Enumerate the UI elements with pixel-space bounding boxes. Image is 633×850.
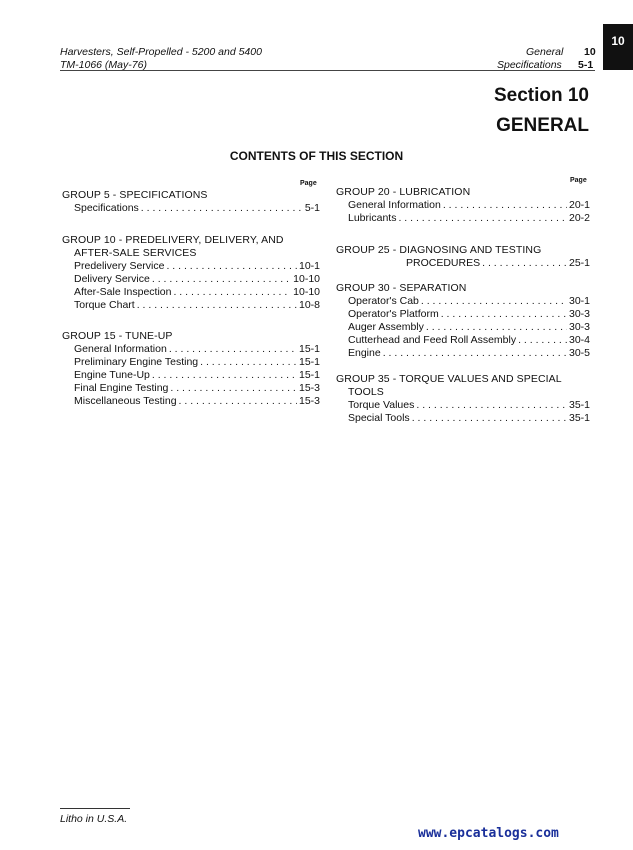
toc-entry-label: Torque Values [348,399,415,411]
toc-entry [62,260,320,273]
header-section-label: General [526,46,564,58]
header-rule [60,70,595,71]
toc-group [62,330,320,408]
toc-group [336,373,590,425]
header-manual-title: Harvesters, Self-Propelled - 5200 and 5400 [60,46,262,58]
toc-entry-page: 15-1 [298,343,320,355]
section-number: Section 10 [493,85,589,106]
toc-entry-page: 15-1 [298,356,320,368]
toc-group [336,244,590,270]
toc-entry [336,347,590,360]
toc-entry [62,356,320,369]
toc-entry [62,369,320,382]
toc-entry-label: Engine [348,347,381,359]
header-group-label: Specifications [497,59,562,71]
toc-entry-label: Special Tools [348,412,410,424]
toc-entry-label: Operator's Cab [348,295,419,307]
toc-entry-label: General Information [348,199,441,211]
toc-entry [336,257,590,270]
toc-entry [336,212,590,225]
group-title: GROUP 10 - PREDELIVERY, DELIVERY, AND [62,234,284,246]
toc-entry-label: Predelivery Service [74,260,165,272]
toc-entry-page: 35-1 [568,399,590,411]
page-column-label-left: Page [300,180,317,187]
toc-entry-label: After-Sale Inspection [74,286,172,298]
toc-entry-page: 15-3 [298,382,320,394]
toc-entry-page: 20-1 [568,199,590,211]
toc-entry-label: Operator's Platform [348,308,439,320]
toc-entry-label: Cutterhead and Feed Roll Assembly [348,334,517,346]
toc-entry-label: General Information [74,343,167,355]
section-title: GENERAL [496,115,589,136]
toc-entry-page: 15-3 [298,395,320,407]
toc-entry [336,295,590,308]
toc-entry-page: 15-1 [298,369,320,381]
toc-entry-page: 30-5 [568,347,590,359]
group-title: GROUP 35 - TORQUE VALUES AND SPECIAL [336,373,562,385]
group-title-cont: AFTER-SALE SERVICES [74,247,197,259]
toc-entry [62,343,320,356]
toc-entry [336,199,590,212]
toc-entry-label: Auger Assembly [348,321,424,333]
footer-rule [60,808,130,809]
toc-entry-label: Final Engine Testing [74,382,169,394]
toc-right-column [336,186,590,425]
toc-entry-page: 10-10 [293,286,320,298]
toc-entry-page: 20-2 [568,212,590,224]
group-title: GROUP 30 - SEPARATION [336,282,467,294]
toc-entry [62,286,320,299]
toc-entry [336,412,590,425]
group-title: GROUP 15 - TUNE-UP [62,330,173,342]
group-title: GROUP 5 - SPECIFICATIONS [62,189,208,201]
header-page-number: 5-1 [578,59,594,71]
toc-entry [62,273,320,286]
toc-entry-label: Lubricants [348,212,397,224]
group-title: GROUP 25 - DIAGNOSING AND TESTING [336,244,542,256]
footer-litho: Litho in U.S.A. [60,813,128,825]
toc-group [336,186,590,225]
toc-group [336,282,590,360]
toc-entry [336,308,590,321]
toc-entry [336,321,590,334]
group-title: GROUP 20 - LUBRICATION [336,186,471,198]
toc-entry-page: 35-1 [568,412,590,424]
header-manual-code: TM-1066 (May-76) [60,59,147,71]
page-column-label-right: Page [570,177,587,184]
toc-entry-page: 25-1 [568,257,590,269]
section-tab: 10 [603,24,633,70]
toc-entry-page: 10-8 [298,299,320,311]
toc-entry [62,395,320,408]
group-title-cont: TOOLS [348,386,384,398]
toc-entry-page: 10-1 [298,260,320,272]
toc-entry-page: 5-1 [304,202,320,214]
toc-entry-label: Miscellaneous Testing [74,395,177,407]
toc-entry-label: Torque Chart [74,299,135,311]
toc-left-column [62,189,320,408]
toc-entry [336,399,590,412]
toc-entry-label: Engine Tune-Up [74,369,150,381]
toc-entry [336,334,590,347]
toc-entry [62,299,320,312]
toc-entry-label: PROCEDURES [406,257,481,269]
header-section-number: 10 [584,46,596,58]
toc-entry [62,202,320,215]
toc-entry-page: 30-3 [568,321,590,333]
toc-group [62,234,320,312]
toc-entry-page: 30-3 [568,308,590,320]
toc-entry-label: Specifications [74,202,139,214]
toc-entry [62,382,320,395]
toc-entry-label: Preliminary Engine Testing [74,356,199,368]
toc-entry-page: 30-1 [568,295,590,307]
contents-title: CONTENTS OF THIS SECTION [229,149,404,163]
toc-entry-page: 30-4 [568,334,590,346]
watermark-url: www.epcatalogs.com [418,826,559,841]
toc-entry-page: 10-10 [293,273,320,285]
toc-entry-label: Delivery Service [74,273,150,285]
toc-group [62,189,320,215]
